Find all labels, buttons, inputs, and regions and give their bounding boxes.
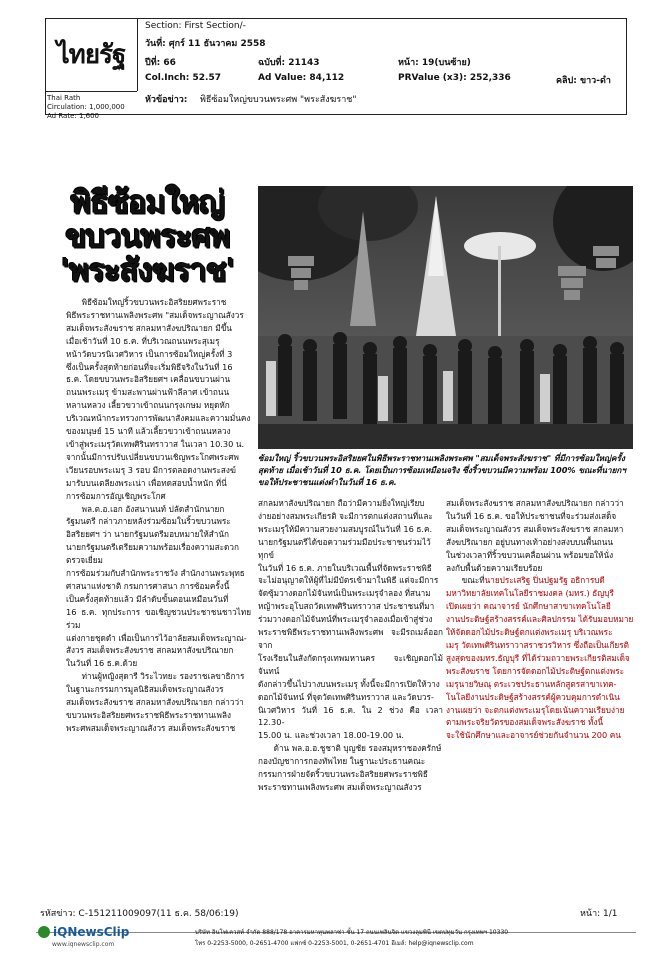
ad-value: Ad Value: 84,112 — [258, 73, 345, 83]
article-column-3-text: สมเด็จพระสังฆราช สกลมหาสังฆปริณายก กล่าวว่า ในวันที่ 16 ธ.ค. ขอให้ประชาชนที่จะร่วมส่งเสด็จ สมเด็จพระญาณสังวร สมเด็จพระสังฆราช สกลมหา สังฆปริณายก อยู่บนทางเท้าอย่างสงบบนพื้นถนน ในช่วงเวลาที่ริ้วขบวนเคลื่อนผ่าน พร้อมขอให้นั่ง ลงกับพื้นด้วยความเรียบร้อย ขณะที่ — [446, 498, 624, 586]
company-address: บริษัท อินโฟเควสท์ จำกัด 888/178 อาคารมหาทุนพลาซ่า ชั้น 17 ถนนเพลินจิต แขวงลุมพินี เขตปทุมวัน กรุงเทพฯ 10330 — [195, 929, 509, 936]
publication-name: Thai Rath — [47, 94, 81, 102]
section: Section: First Section/- — [145, 21, 246, 31]
newspaper-logo: ไทยรัฐ — [56, 40, 126, 70]
article-column-1: พิธีซ้อมใหญ่ริ้วขบวนพระอิสริยยศพระราช พิธีพระราชทานเพลิงพระศพ "สมเด็จพระญาณสังวร สมเด็จพระสังฆราช สกลมหาสังฆปริณายก มีขึ้น เมื่อเช้าวันที่ 10 ธ.ค. ที่บริเวณถนนพระสุเมรุ หน้าวัดบวรนิเวศวิหาร เป็นการซ้อมใหญ่ครั้งที่ 3 ซึ่งเป็นครั้งสุดท้ายก่อนที่จะเริ่มพิธีจริงในวันที่ 16 ธ.ค. โดยขบวนพระอิสริยยศฯ เคลื่อนขบวนผ่าน ถนนพระเมรุ ข้ามสะพานผ่านฟ้าลีลาศ เข้าถนน หลานหลวง เลี้ยวขวาเข้าถนนกรุงเกษม หยุดหัก บริเวณหน้ากระทรวงการพัฒนาสังคมและความมั่นคง ของมนุษย์ 15 นาที แล้วเลี้ยวขวาเข้าถนนหลวง เข้าสู่พระเมรุวัดเทพศิรินทราวาส ในเวลา 10.30 น. จากนั้นมีการปรับเปลี่ยนขบวนเชิญพระโกศพระศพ เวียนรอบพระเมรุ 3 รอบ มีการตลอดงานพระสงฆ์ มารับบนเตลียงพระเน่า เพื่อทดสอบน้ำหนัก ที่นี่ การซ้อมการอัญเชิญพระโกศ พล.ต.อ.เอก อังสนานนท์ ปลัดสำนักนายก รัฐมนตรี กล่าวภายหลังร่วมซ้อมในริ้วขบวนพระ อิสริยยศฯ ว่า นายกรัฐมนตรีมอบหมายให้สำนัก นายกรัฐมนตรีเตรียมความพร้อมเรื่องความสะดวก ตรวจเยี่ยม การซ้อมร่วมกับสำนักพระราชวัง สำนักงานพระพุทธ ศาสนาแห่งชาติ กรมการศาสนา การซ้อมครั้งนี้ เป็นครั้งสุดท้ายแล้ว มีลำดับขั้นตอนเหมือนวันที่ 16 ธ.ค. ทุกประการ ขอเชิญชวนประชาชนชาวไทยร่วม แต่งกายชุดดำ เพื่อเป็นการไว้อาลัยสมเด็จพระญาณ- สังวร สมเด็จพระสังฆราช สกลมหาสังฆปริณายก ในวันที่ 16 ธ.ค.ด้วย ท่านผู้หญิงสุดารี วิระไวทยะ รองราชเลขาธิการ ในฐานะกรรมการมูลนิธิสมเด็จพระญาณสังวร สมเด็จพระสังฆราช สกลมหาสังฆปริณายก กล่าวว่า ขบวนพระอิสริยยศพระราชพิธีพระราชทานเพลิง พระศพสมเด็จพระญาณสังวร สมเด็จพระสังฆราช — [66, 297, 251, 733]
brand-mark-icon — [38, 926, 50, 938]
year: ปีที่: 66 — [145, 58, 176, 68]
page-number: หน้า: 19(บนซ้าย) — [398, 58, 471, 68]
issue: ฉบับที่: 21143 — [258, 58, 320, 68]
article-column-3 — [446, 497, 636, 742]
headline-line-2: ขบวนพระศพ — [65, 219, 230, 255]
header-divider — [45, 91, 137, 92]
topic: พิธีซ้อมใหญ่ขบวนพระศพ "พระสังฆราช" — [200, 95, 357, 105]
company-contact: โทร 0-2253-5000, 0-2651-4700 แฟกซ์ 0-2253-5001, 0-2651-4701 อีเมล์: help@iqnewsclip.com — [195, 940, 474, 947]
article-column-3-highlight: นายประเสริฐ ปิ่นปฐมรัฐ อธิการบดี มหาวิทยาลัยเทคโนโลยีราชมงคล (มทร.) ธัญบุรี เปิดเผยว่า คณาจารย์ นักศึกษาสาขาเทคโนโลยี งานประดิษฐ์สร้างสรรค์และศิลปกรรม ได้รับมอบหมาย ให้จัดดอกไม้ประดิษฐ์ตกแต่งพระเมรุ บริเวณพระ เมรุ วัดเทพศิรินทราวาสราชวรวิหาร ซึ่งถือเป็นเกียรติ สูงสุดของมทร.ธัญบุรี ที่ได้ร่วมถวายพระเกียรติสมเด็จ พระสังฆราช โดยการจัดดอกไม้ประดิษฐ์ตกแต่งพระ เมรุนายวิษณุ ตระเวชประธานหลักสูตรสาขาเทค- โนโลยีงานประดิษฐ์สร้างสรรค์ผู้ควบคุมการดำเนิน งานเผยว่า จะตกแต่งพระเมรุโดยเน้นความเรียบง่าย ตามพระจริยวัตรของสมเด็จพระสังฆราช ทั้งนี้ จะใช้นักศึกษาและอาจารย์ช่วยกันจำนวน 200 คน — [446, 575, 634, 741]
brand-url: www.iqnewsclip.com — [52, 941, 115, 948]
article-column-2: สกลมหาสังฆปริณายก ถือว่ามีความยิ่งใหญ่เรียบ ง่ายอย่างสมพระเกียรติ จะมีการตกแต่งสถานที่และ พระเมรุให้มีความสวยงามสมบูรณ์ในวันที่ 16 ธ.ค. นายกรัฐมนตรีได้ขอความร่วมมือประชาชนร่วมไว้ทุกข์ ในวันที่ 16 ธ.ค. ภายในบริเวณพื้นที่จัดพระราชพิธี จะไม่อนุญาตให้ผู้ที่ไม่มีบัตรเข้ามาในพิธี แต่จะมีการ จัดซุ้มวางดอกไม้จันทน์เป็นพระเมรุจำลอง ที่สนาม หญ้าพระอุโบสถวัดเทพศิรินทราวาส ประชาชนที่มา ร่วมวางดอกไม้จันทน์ที่พระเมรุจำลองเมื่อเข้าสู่ช่วง พระราชพิธีพระราชทานเพลิงพระศพ จะมีรถเมล์ออกจาก โรงเรียนในสังกัดกรุงเทพมหานคร จะเชิญดอกไม้จันทน์ ดังกล่าวขึ้นไปวางบนพระเมรุ ทั้งนี้จะมีการเปิดให้วาง ดอกไม้จันทน์ ที่จุดวัดเทพศิรินทราวาส และวัดบวร- นิเวศวิหาร วันที่ 16 ธ.ค. ใน 2 ช่วง คือ เวลา 12.30- 15.00 น. และช่วงเวลา 18.00-19.00 น. ด้าน พล.อ.อ.ชูชาติ บุญชัย รองสมุหราชองครักษ์ กองบัญชาการกองทัพไทย ในฐานะประธานคณะ กรรมการฝ่ายจัดริ้วขบวนพระอิสริยยศพระราชพิธี พระราชทานเพลิงพระศพ สมเด็จพระญาณสังวร — [258, 498, 443, 792]
logo-cell — [45, 18, 138, 91]
headline — [44, 186, 251, 292]
headline-line-1: พิธีซ้อมใหญ่ — [70, 185, 225, 221]
headline-line-3: 'พระสังฆราช' — [60, 253, 235, 289]
page-indicator: หน้า: 1/1 — [580, 909, 618, 919]
news-code: รหัสข่าว: C-151211009097(11 ธ.ค. 58/06:19) — [40, 909, 239, 919]
procession-photo — [258, 186, 633, 449]
brand-logo — [38, 925, 129, 939]
ad-rate: Ad Rate: 1,600 — [47, 112, 100, 120]
col-inch: Col.Inch: 52.57 — [145, 73, 221, 83]
date: วันที่: ศุกร์ 11 ธันวาคม 2558 — [145, 39, 266, 49]
pr-value: PRValue (x3): 252,336 — [398, 73, 511, 83]
clip-type: คลิป: ขาว-ดำ — [556, 76, 611, 86]
brand-name: iQNewsClip — [53, 925, 130, 939]
photo-caption: ซ้อมใหญ่ ริ้วขบวนพระอิสริยยศในพิธีพระราชทานเพลิงพระศพ "สมเด็จพระสังฆราช" ที่มีการซ้อมใหญ่ครั้งสุดท้าย เมื่อเช้าวันที่ 10 ธ.ค. โดยเป็นการซ้อมเหมือนจริง ซึ่งริ้วขบวนมีความพร้อม 100% ขณะที่นายกฯขอให้ประชาชนแต่งดำในวันที่ 16 ธ.ค. — [258, 453, 626, 487]
topic-label: หัวข้อข่าว: — [145, 95, 188, 105]
circulation: Circulation: 1,000,000 — [47, 103, 125, 111]
